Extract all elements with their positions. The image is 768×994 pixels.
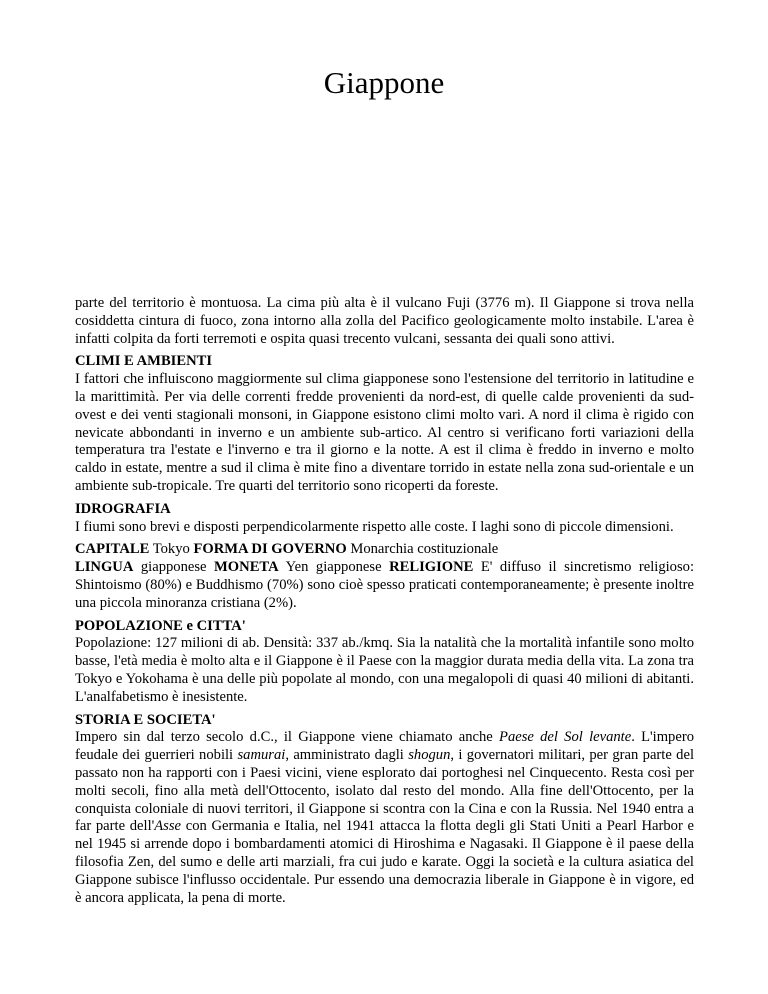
document-body — [75, 295, 694, 912]
storia-italic-4: Asse — [154, 818, 182, 835]
moneta-label: MONETA — [214, 559, 279, 576]
capitale-label: CAPITALE — [75, 541, 150, 558]
governo-value: Monarchia costituzionale — [346, 541, 499, 558]
lingua-label: LINGUA — [75, 559, 134, 576]
capitale-value: Tokyo — [149, 541, 194, 558]
governo-label: FORMA DI GOVERNO — [193, 541, 347, 558]
idrografia-paragraph: I fiumi sono brevi e disposti perpendicolarmente rispetto alle coste. I laghi sono di piccole dimensioni. — [75, 518, 674, 535]
popolazione-heading: POPOLAZIONE e CITTA' — [75, 617, 246, 634]
storia-paragraph — [75, 729, 694, 907]
storia-text-1: Impero sin dal terzo secolo d.C., il Giappone viene chiamato anche — [75, 729, 500, 746]
religione-value: E' diffuso il sincretismo religioso: Shintoismo (80%) e Buddhismo (70%) sono cioè spesso praticati contemporaneamente; è presente inoltre una piccola minoranza cristiana (2%). — [75, 559, 695, 611]
storia-heading: STORIA E SOCIETA' — [75, 711, 216, 728]
climi-paragraph: I fattori che influiscono maggiormente sul clima giapponese sono l'estensione del territorio in latitudine e la marittimità. Per via delle correnti fredde provenienti da nord-est, di quelle calde provenienti da sud-ovest e dei venti stagionali monsoni, in Giappone esistono climi molto vari. A nord il clima è rigido con nevicate abbondanti in inverno e un ambiente sub-artico. Al centro si verificano forti variazioni della temperatura tra l'estate e l'inverno e tra il giorno e la notte. A est il clima è freddo in inverno e molto caldo in estate, mentre a sud il clima è mite fino a diventare torrido in estate nella zona sud-orientale e un ambiente sub-tropicale. Tre quarti del territorio sono ricoperti da foreste. — [75, 371, 694, 494]
storia-text-5: con Germania e Italia, nel 1941 attacca la flotta degli gli Stati Uniti a Pearl Harbor e nel 1945 si arrende dopo i bombardamenti atomici di Hiroshima e Nagasaki. Il Giappone è il paese della filosofia Zen, del sumo e delle arti marziali, fra cui judo e karate. Oggi la società e la cultura asiatica del Giappone subisce l'influsso occidentale. Pur essendo una democrazia liberale in Giappone è in vigore, ed è ancora applicata, la pena di morte. — [75, 818, 694, 906]
storia-text-4: , i governatori militari, per gran parte del passato non ha rapporti con i Paesi vicini, viene esplorato dai portoghesi nel Cinquecento. Resta così per molti secoli, fino alla metà dell'Ottocento, isolato dal resto del mondo. Alla fine dell'Ottocento, per la conquista coloniale di nuovi territori, il Giappone si scontra con la Cina e con la Russia. Nel 1940 entra a far parte dell' — [75, 747, 694, 835]
lingua-value: giapponese — [133, 559, 215, 576]
storia-italic-2: samurai — [237, 747, 286, 764]
storia-italic-3: shogun — [408, 747, 451, 764]
moneta-value: Yen giapponese — [278, 559, 390, 576]
popolazione-paragraph: Popolazione: 127 milioni di ab. Densità: 337 ab./kmq. Sia la natalità che la mortalità infantile sono molto basse, l'età media è molto alta e il Giappone è il Paese con la maggior durata media della vita. La zona tra Tokyo e Yokohama è una delle più popolate al mondo, con una megalopoli di quasi 40 milioni di abitanti. L'analfabetismo è inesistente. — [75, 635, 694, 705]
religione-label: RELIGIONE — [389, 559, 474, 576]
storia-text-3: , amministrato dagli — [285, 747, 409, 764]
info-paragraph — [75, 541, 694, 612]
storia-italic-1: Paese del Sol levante — [499, 729, 632, 746]
idrografia-heading: IDROGRAFIA — [75, 500, 171, 517]
page-title: Giappone — [323, 65, 445, 100]
storia-text-2: . L'impero feudale dei guerrieri nobili — [75, 729, 694, 764]
climi-heading: CLIMI E AMBIENTI — [75, 353, 213, 370]
intro-paragraph: parte del territorio è montuosa. La cima più alta è il vulcano Fuji (3776 m). Il Giappone si trova nella cosiddetta cintura di fuoco, zona intorno alla zolla del Pacifico geologicamente molto instabile. L'area è infatti colpita da forti terremoti e ospita quasi trecento vulcani, sessanta dei quali sono attivi. — [75, 295, 694, 347]
